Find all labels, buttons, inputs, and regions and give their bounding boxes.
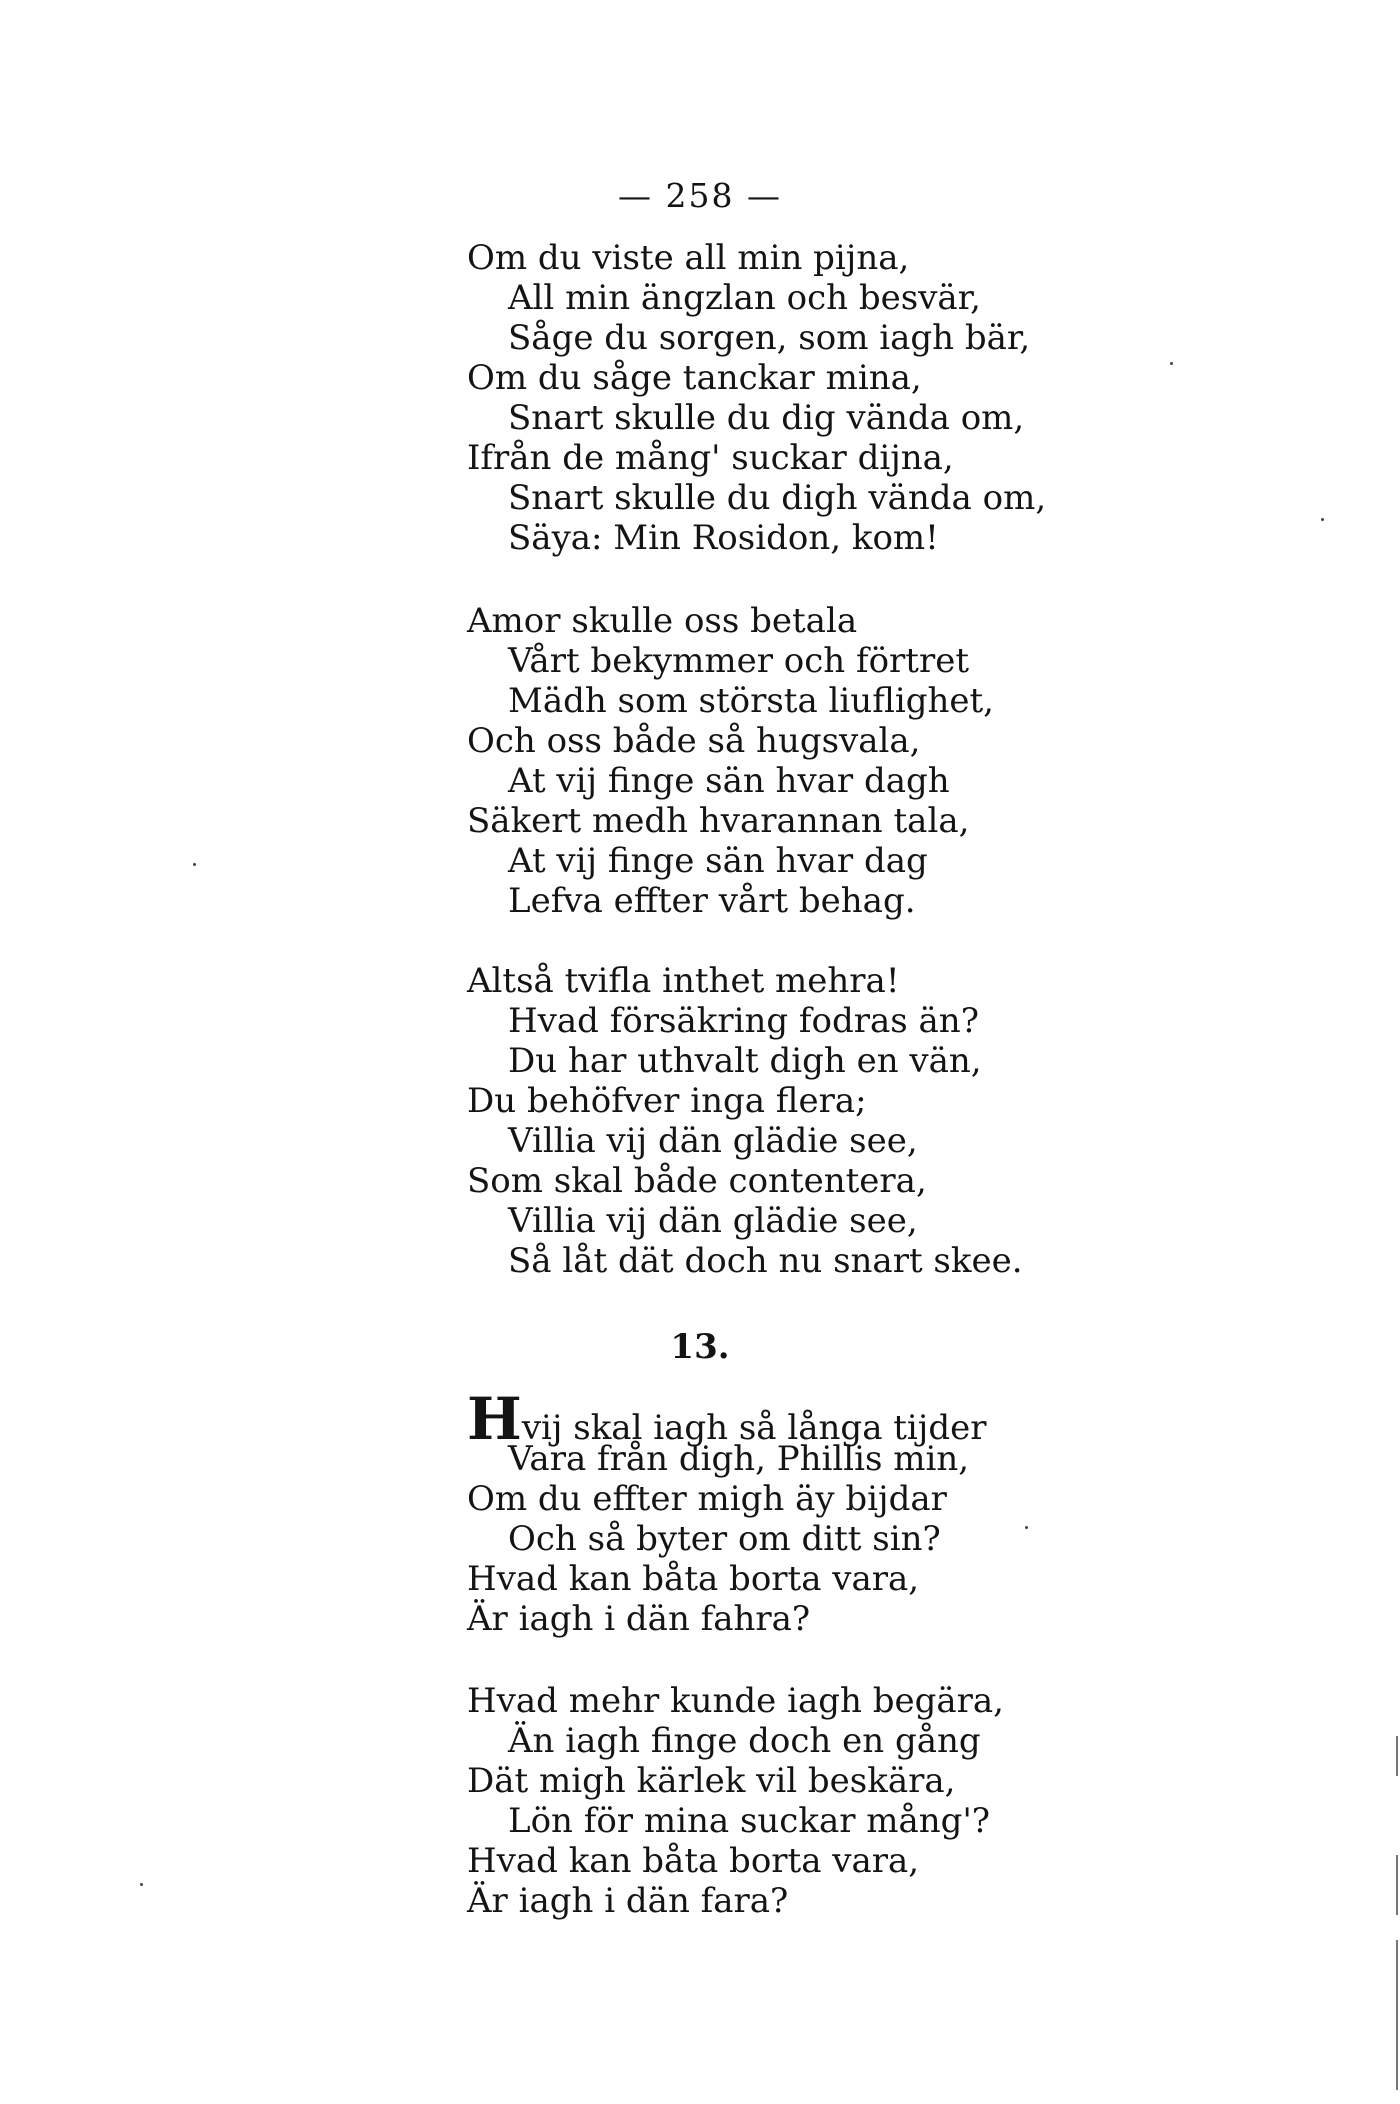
verse-line: Vara från digh, Phillis min, xyxy=(508,1439,970,1479)
verse-line: Om du viste all min pijna, xyxy=(467,238,910,278)
stanza-3 xyxy=(467,961,1167,1281)
scan-edge-line xyxy=(1396,1855,1398,1915)
verse-line: All min ängzlan och besvär, xyxy=(508,278,981,318)
scan-edge-line xyxy=(1396,1736,1398,1776)
verse-line: Villia vij dän glädie see, xyxy=(508,1201,918,1241)
verse-line: At vij finge sän hvar dag xyxy=(508,841,928,881)
scan-edge-line xyxy=(1396,1940,1398,2090)
verse-line: Är iagh i dän fahra? xyxy=(467,1599,811,1639)
verse-line: Amor skulle oss betala xyxy=(467,601,858,641)
verse-line: Om du effter migh äy bijdar xyxy=(467,1479,947,1519)
stanza-1 xyxy=(467,238,1167,558)
verse-line: Altså tvifla inthet mehra! xyxy=(467,961,900,1001)
verse-line: Du behöfver inga flera; xyxy=(467,1081,867,1121)
scan-speck xyxy=(1321,518,1324,521)
verse-line: Snart skulle du digh vända om, xyxy=(508,478,1047,518)
poem-13-stanza-1 xyxy=(467,1385,1167,1639)
verse-line: Säya: Min Rosidon, kom! xyxy=(508,518,939,558)
stanza-2 xyxy=(467,601,1167,921)
page-number: — 258 — xyxy=(618,176,782,215)
verse-line: Och oss både så hugsvala, xyxy=(467,721,921,761)
verse-line: Säkert medh hvarannan tala, xyxy=(467,801,970,841)
poem-number-heading: 13. xyxy=(670,1327,730,1367)
verse-line: Och så byter om ditt sin? xyxy=(508,1519,941,1559)
verse-line: Såge du sorgen, som iagh bär, xyxy=(508,318,1031,358)
scan-speck xyxy=(193,863,196,866)
verse-line-rest: vij skal iagh så långa tijder xyxy=(521,1408,987,1448)
verse-line: Hvad kan båta borta vara, xyxy=(467,1559,920,1599)
verse-line: Dät migh kärlek vil beskära, xyxy=(467,1761,956,1801)
poem-13-stanza-2 xyxy=(467,1681,1167,1921)
verse-line: Vårt bekymmer och förtret xyxy=(508,641,970,681)
scan-speck xyxy=(140,1883,143,1886)
verse-line: Så låt dät doch nu snart skee. xyxy=(508,1241,1023,1281)
verse-line-first xyxy=(467,1385,1167,1453)
verse-line: Mädh som största liuflighet, xyxy=(508,681,994,721)
verse-line: Än iagh finge doch en gång xyxy=(508,1721,981,1761)
drop-initial: H xyxy=(467,1385,522,1453)
verse-line: At vij finge sän hvar dagh xyxy=(508,761,950,801)
verse-line: Ifrån de mång' suckar dijna, xyxy=(467,438,954,478)
verse-line: Snart skulle du dig vända om, xyxy=(508,398,1025,438)
scan-speck xyxy=(1170,362,1173,365)
verse-line: Är iagh i dän fara? xyxy=(467,1881,789,1921)
verse-line: Villia vij dän glädie see, xyxy=(508,1121,918,1161)
verse-line: Du har uthvalt digh en vän, xyxy=(508,1041,982,1081)
scan-speck xyxy=(1025,1526,1028,1529)
verse-line: Om du såge tanckar mina, xyxy=(467,358,922,398)
verse-line: Hvad kan båta borta vara, xyxy=(467,1841,920,1881)
verse-line: Hvad mehr kunde iagh begära, xyxy=(467,1681,1004,1721)
verse-line: Lefva effter vårt behag. xyxy=(508,881,916,921)
verse-line: Hvad försäkring fodras än? xyxy=(508,1001,979,1041)
verse-line: Lön för mina suckar mång'? xyxy=(508,1801,991,1841)
verse-line: Som skal både contentera, xyxy=(467,1161,927,1201)
